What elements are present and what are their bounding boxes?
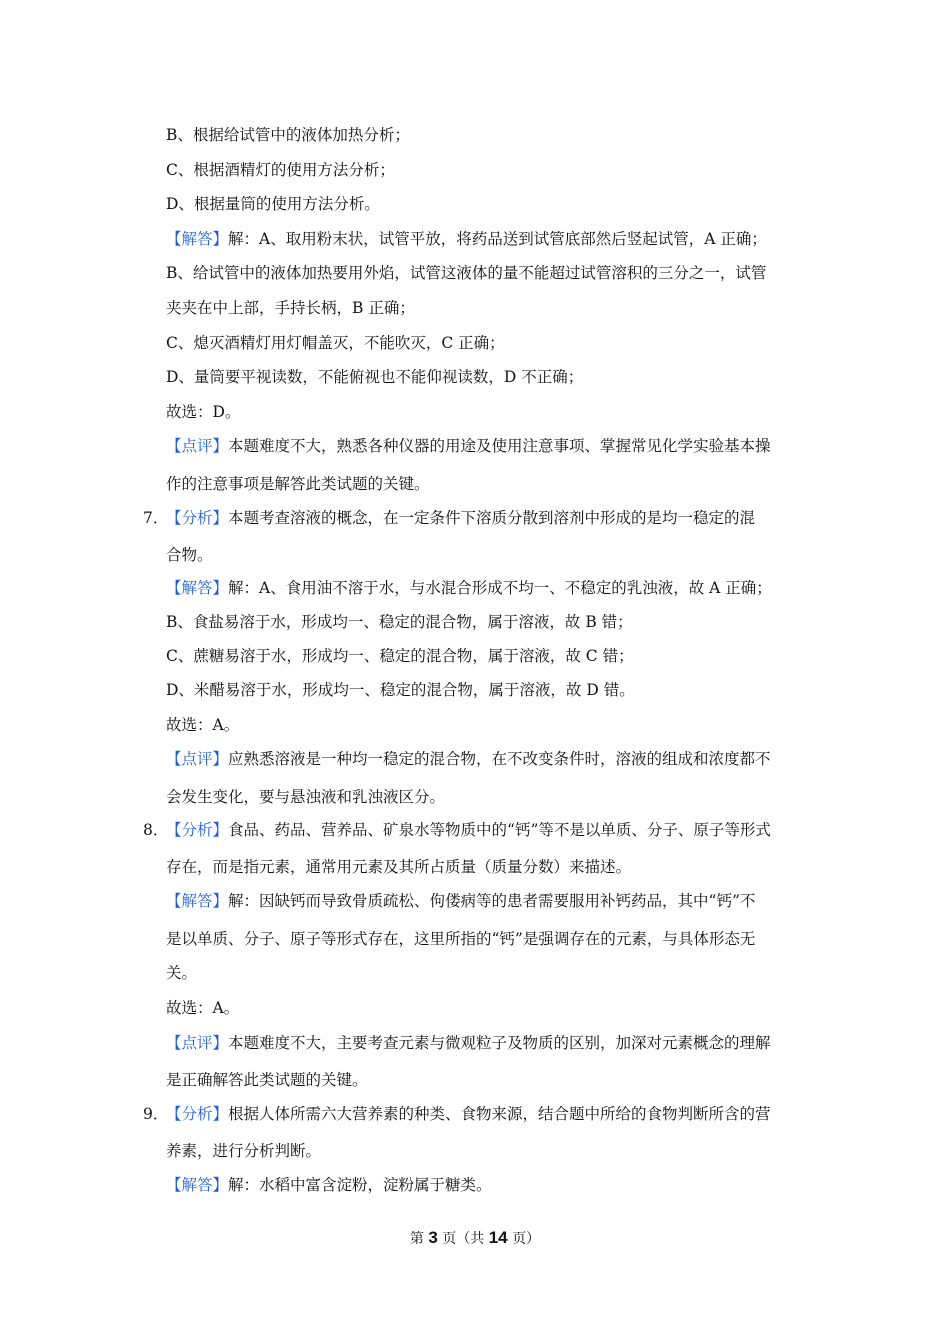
line-text: 会发生变化，要与悬浊液和乳浊液区分。 — [166, 788, 446, 806]
text-line — [166, 402, 816, 422]
line-text: 解：A、食用油不溶于水，与水混合形成不均一、不稳定的乳浊液，故 A 正确； — [228, 579, 772, 597]
line-text: 关。 — [166, 964, 198, 982]
footer-suffix: 页） — [507, 1231, 541, 1247]
question-number: 7． — [143, 509, 169, 527]
section-tag: 【点评】 — [166, 1034, 229, 1052]
text-line — [166, 194, 816, 214]
line-text: 本题考查溶液的概念，在一定条件下溶质分散到溶剂中形成的是均一稳定的混 — [228, 509, 756, 527]
line-text: 根据人体所需六大营养素的种类、食物来源，结合题中所给的食物判断所含的营 — [228, 1105, 771, 1123]
text-line — [166, 891, 816, 911]
line-text: 解：水稻中富含淀粉，淀粉属于糖类。 — [228, 1176, 492, 1194]
line-text: 故选：A。 — [166, 716, 240, 734]
text-line — [166, 229, 816, 249]
line-text: B、给试管中的液体加热要用外焰，试管这液体的量不能超过试管溶积的三分之一，试管 — [166, 264, 767, 282]
text-line — [166, 160, 816, 180]
section-tag: 【点评】 — [166, 750, 229, 768]
text-line — [166, 715, 816, 735]
text-line — [166, 474, 816, 494]
line-text: 食品、药品、营养品、矿泉水等物质中的“钙”等不是以单质、分子、原子等形式 — [228, 821, 771, 839]
text-line — [166, 1070, 816, 1090]
section-tag: 【分析】 — [166, 1105, 229, 1123]
section-tag: 【解答】 — [166, 579, 229, 597]
question-number: 8． — [143, 821, 169, 839]
line-text: 是以单质、分子、原子等形式存在，这里所指的“钙”是强调存在的元素，与具体形态无 — [166, 930, 756, 948]
text-line — [166, 1104, 816, 1124]
section-tag: 【解答】 — [166, 892, 229, 910]
line-text: D、米醋易溶于水，形成均一、稳定的混合物，属于溶液，故 D 错。 — [166, 681, 635, 699]
text-line — [166, 333, 816, 353]
text-line — [166, 820, 816, 840]
line-text: C、熄灭酒精灯用灯帽盖灭，不能吹灭，C 正确； — [166, 334, 505, 352]
text-line — [166, 963, 816, 983]
text-line — [166, 1175, 816, 1195]
line-text: C、根据酒精灯的使用方法分析； — [166, 161, 395, 179]
text-line — [166, 508, 816, 528]
line-text: 养素，进行分析判断。 — [166, 1142, 322, 1160]
text-line — [166, 545, 816, 565]
question-number: 9． — [143, 1105, 169, 1123]
line-text: 故选：A。 — [166, 999, 240, 1017]
text-line — [166, 263, 816, 283]
text-line — [166, 998, 816, 1018]
line-text: C、蔗糖易溶于水，形成均一、稳定的混合物，属于溶液，故 C 错； — [166, 647, 634, 665]
text-line — [166, 578, 816, 598]
line-text: 应熟悉溶液是一种均一稳定的混合物，在不改变条件时，溶液的组成和浓度都不 — [228, 750, 771, 768]
text-line — [166, 929, 816, 949]
line-text: 合物。 — [166, 546, 213, 564]
text-line — [166, 857, 816, 877]
footer-middle: 页（共 — [437, 1231, 489, 1247]
text-line — [166, 646, 816, 666]
page-footer — [0, 1228, 950, 1249]
text-line — [166, 612, 816, 632]
text-line — [166, 125, 816, 145]
text-line — [166, 749, 816, 769]
line-text: 故选：D。 — [166, 403, 241, 421]
section-tag: 【解答】 — [166, 230, 229, 248]
text-line — [166, 787, 816, 807]
line-text: 存在，而是指元素，通常用元素及其所占质量（质量分数）来描述。 — [166, 858, 632, 876]
section-tag: 【解答】 — [166, 1176, 229, 1194]
line-text: B、食盐易溶于水，形成均一、稳定的混合物，属于溶液，故 B 错； — [166, 613, 633, 631]
line-text: 是正确解答此类试题的关键。 — [166, 1071, 368, 1089]
text-line — [166, 298, 816, 318]
section-tag: 【分析】 — [166, 509, 229, 527]
footer-total-pages: 14 — [488, 1228, 508, 1247]
line-text: 解：A、取用粉末状，试管平放，将药品送到试管底部然后竖起试管，A 正确； — [228, 230, 767, 248]
footer-page-number: 3 — [428, 1228, 438, 1247]
line-text: 夹夹在中上部，手持长柄，B 正确； — [166, 299, 415, 317]
text-line — [166, 1033, 816, 1053]
line-text: 作的注意事项是解答此类试题的关键。 — [166, 475, 430, 493]
footer-prefix: 第 — [409, 1231, 429, 1247]
text-line — [166, 680, 816, 700]
line-text: 解：因缺钙而导致骨质疏松、佝偻病等的患者需要服用补钙药品，其中“钙”不 — [228, 892, 756, 910]
section-tag: 【分析】 — [166, 821, 229, 839]
section-tag: 【点评】 — [166, 437, 229, 455]
line-text: 本题难度不大，熟悉各种仪器的用途及使用注意事项、掌握常见化学实验基本操 — [228, 437, 771, 455]
text-line — [166, 367, 816, 387]
line-text: D、根据量筒的使用方法分析。 — [166, 195, 380, 213]
line-text: B、根据给试管中的液体加热分析； — [166, 126, 410, 144]
line-text: D、量筒要平视读数，不能俯视也不能仰视读数，D 不正确； — [166, 368, 584, 386]
text-line — [166, 1141, 816, 1161]
text-line — [166, 436, 816, 456]
line-text: 本题难度不大，主要考查元素与微观粒子及物质的区别，加深对元素概念的理解 — [228, 1034, 771, 1052]
